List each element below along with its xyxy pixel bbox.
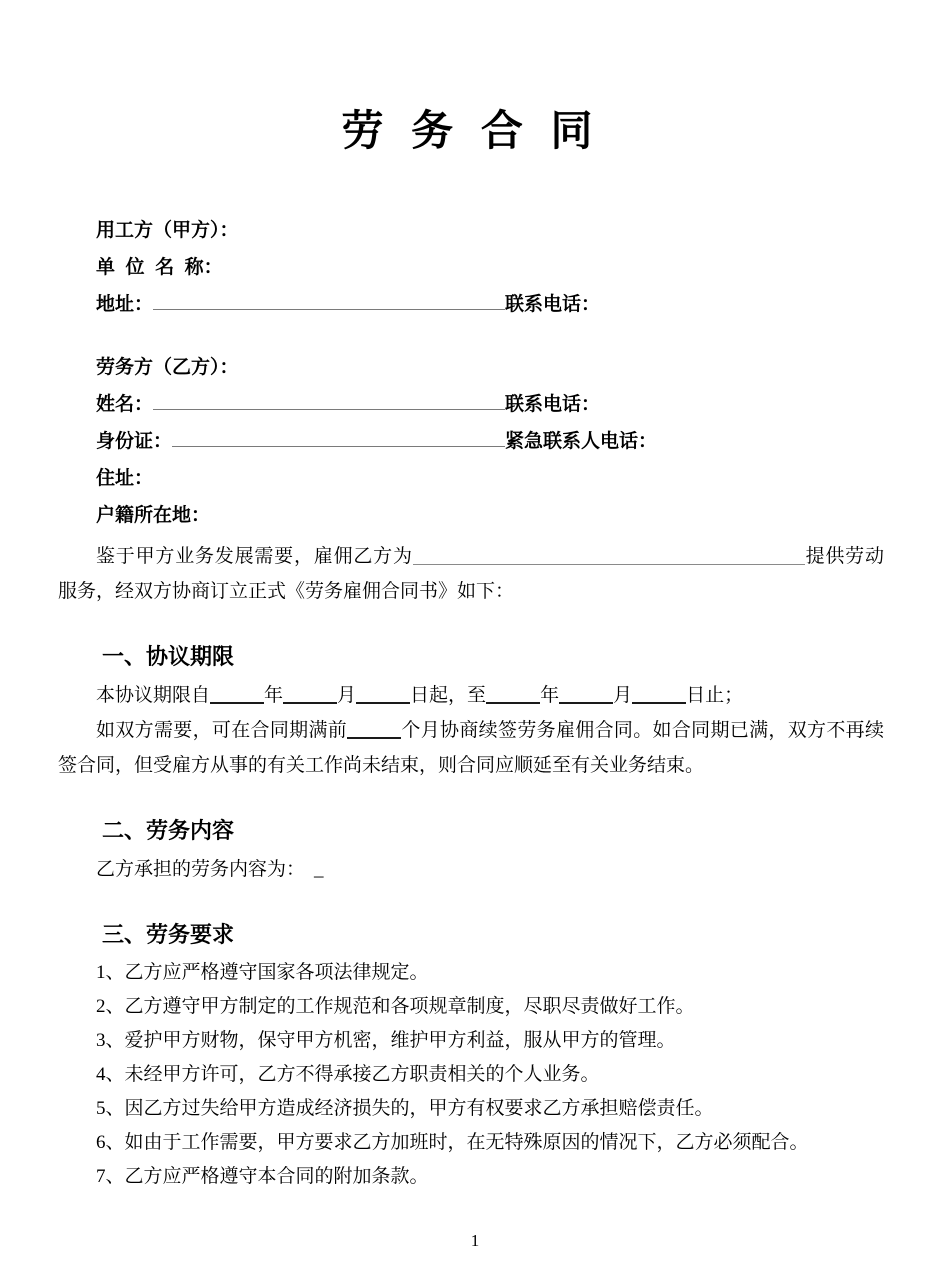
- requirement-item-3: 3、爱护甲方财物，保守甲方机密，维护甲方利益，服从甲方的管理。: [96, 1030, 676, 1051]
- term-start-month-blank-field[interactable]: [283, 687, 337, 704]
- party-b-household-registration-label: 户籍所在地：: [96, 505, 211, 526]
- page-title: 劳 务 合 同: [341, 107, 601, 154]
- term-end-year-blank-field[interactable]: [486, 687, 540, 704]
- term-seg3: 月: [337, 685, 357, 706]
- party-b-id-label: 身份证：: [96, 431, 173, 452]
- party-b-heading: 劳务方（乙方）：: [96, 357, 239, 378]
- labor-content-label: 乙方承担的劳务内容为：: [96, 859, 306, 880]
- party-a-phone-label: 联系电话：: [505, 294, 601, 315]
- term-seg7: 日止；: [686, 685, 744, 706]
- party-b-name-label: 姓名：: [96, 394, 154, 415]
- party-b-block: [96, 349, 884, 534]
- term-start-day-blank-field[interactable]: [356, 687, 410, 704]
- renewal-text-after-blank: 个月协商续签劳务雇佣合同。如合同期已满，双方不再续签合同，但受雇方从事的有关工作尚未结束，则合同应顺延至有关业务结束。: [58, 720, 884, 776]
- party-a-address-blank-field[interactable]: [153, 290, 505, 310]
- requirement-item-4: 4、未经甲方许可，乙方不得承接乙方职责相关的个人业务。: [96, 1064, 600, 1085]
- term-end-day-blank-field[interactable]: [632, 687, 686, 704]
- section2-heading: 二、劳务内容: [102, 818, 235, 843]
- section1-term-line: [58, 678, 884, 713]
- party-b-residence-label: 住址：: [96, 468, 154, 489]
- term-seg2: 年: [264, 685, 284, 706]
- requirement-item-7: 7、乙方应严格遵守本合同的附加条款。: [96, 1166, 429, 1187]
- term-start-year-blank-field[interactable]: [210, 687, 264, 704]
- renewal-months-blank-field[interactable]: [347, 722, 401, 739]
- term-seg6: 月: [613, 685, 633, 706]
- preamble-text-before-blank: 鉴于甲方业务发展需要，雇佣乙方为: [96, 546, 413, 567]
- labor-content-blank-field[interactable]: _: [314, 859, 325, 880]
- section1-renewal-paragraph: [58, 713, 884, 783]
- party-b-id-row: [96, 423, 884, 460]
- party-b-name-row: [96, 386, 884, 423]
- party-b-id-blank-field[interactable]: [172, 427, 505, 447]
- party-b-phone-label: 联系电话：: [505, 394, 601, 415]
- section3-heading: 三、劳务要求: [102, 922, 235, 947]
- requirement-item-6: 6、如由于工作需要，甲方要求乙方加班时，在无特殊原因的情况下，乙方必须配合。: [96, 1132, 809, 1153]
- party-b-emergency-phone-label: 紧急联系人电话：: [505, 431, 658, 452]
- party-a-address-row: [96, 286, 884, 323]
- renewal-text-before-blank: 如双方需要，可在合同期满前: [96, 720, 348, 741]
- term-seg5: 年: [540, 685, 560, 706]
- party-a-block: [96, 212, 884, 323]
- page-number: 1: [470, 1231, 480, 1250]
- requirement-item-1: 1、乙方应严格遵守国家各项法律规定。: [96, 962, 429, 983]
- requirement-item-2: 2、乙方遵守甲方制定的工作规范和各项规章制度，尽职尽责做好工作。: [96, 996, 695, 1017]
- preamble-paragraph: [58, 539, 884, 609]
- section2-content-line: [58, 852, 884, 887]
- term-seg1: 本协议期限自: [96, 685, 211, 706]
- party-a-address-label: 地址：: [96, 294, 154, 315]
- preamble-blank-field[interactable]: [413, 545, 805, 565]
- section1-heading: 一、协议期限: [102, 644, 235, 669]
- party-b-name-blank-field[interactable]: [153, 390, 505, 410]
- term-seg4: 日起，至: [410, 685, 487, 706]
- term-end-month-blank-field[interactable]: [559, 687, 613, 704]
- preamble-text-after-blank: 提供劳动服务，经双方协商订立正式《劳务雇佣合同书》如下：: [58, 546, 884, 602]
- party-a-unit-name-label: 单 位 名 称：: [96, 257, 223, 278]
- party-a-heading: 用工方（甲方）：: [96, 220, 239, 241]
- requirement-item-5: 5、因乙方过失给甲方造成经济损失的，甲方有权要求乙方承担赔偿责任。: [96, 1098, 714, 1119]
